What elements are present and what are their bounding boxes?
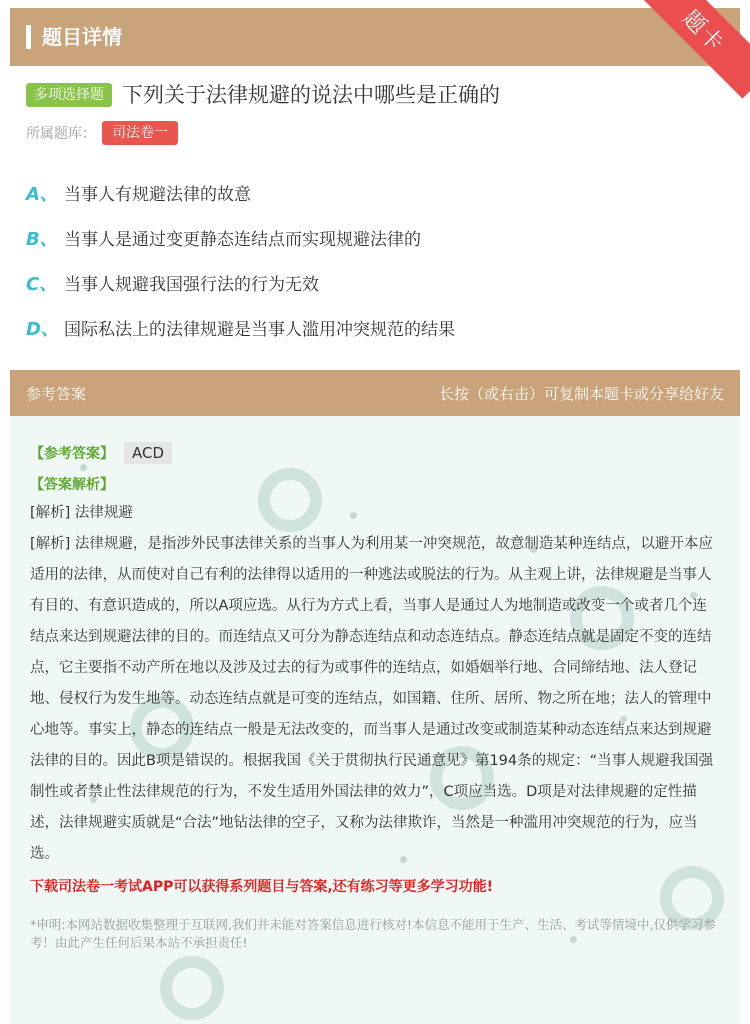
answer-header: [10, 370, 740, 416]
option-d[interactable]: [26, 305, 726, 350]
page-title: 题目详情: [42, 25, 122, 49]
answer-tag: 【参考答案】: [30, 446, 114, 462]
analysis-body: [解析] 法律规避，是指涉外民事法律关系的当事人为利用某一冲突规范，故意制造某种连结点，以避开本应适用的法律，从而使对自己有利的法律得以适用的一种逃法或脱法的行为。从主观上讲，法律规避是当事人有目的、有意识造成的，所以A项应选。从行为方式上看，当事人是通过人为地制造或改变一个或者几个连结点来达到规避法律的目的。而连结点又可分为静态连结点和动态连结点。静态连结点就是固定不变的连结点，它主要指不动产所在地以及涉及过去的行为或事件的连结点，如婚姻举行地、合同缔结地、法人登记地、侵权行为发生地等。动态连结点就是可变的连结点，如国籍、住所、居所、物之所在地；法人的管理中心地等。事实上，静态的连结点一般是无法改变的，而当事人是通过改变或制造某种动态连结点来达到规避法律的目的。因此B项是错误的。根据我国《关于贯彻执行民通意见》第194条的规定：“当事人规避我国强制性或者禁止性法律规范的行为，不发生适用外国法律的效力”，C项应当选。D项是对法律规避的定性描述，法律规避实质就是“合法”地钻法律的空子，又称为法律欺诈，当然是一种滥用冲突规范的行为，应当选。: [30, 536, 714, 862]
option-text: 当事人是通过变更静态连结点而实现规避法律的: [64, 230, 421, 250]
question-text: 下列关于法律规避的说法中哪些是正确的: [122, 83, 500, 107]
bank-badge[interactable]: 司法卷一: [102, 121, 178, 145]
option-letter: A、: [26, 183, 58, 205]
answer-line: [30, 438, 720, 468]
corner-ribbon-label: 题卡: [677, 5, 730, 58]
answer-header-title: 参考答案: [26, 384, 87, 403]
option-letter: D、: [26, 318, 59, 340]
share-hint: 长按（或右击）可复制本题卡或分享给好友: [438, 384, 724, 403]
header-bar: [10, 8, 740, 66]
analysis-title: [解析] 法律规避: [30, 505, 133, 521]
answer-body: [10, 416, 740, 1024]
header-accent: [26, 25, 31, 49]
options-list: [26, 170, 726, 350]
option-text: 国际私法上的法律规避是当事人滥用冲突规范的结果: [64, 320, 455, 340]
option-letter: B、: [26, 228, 58, 250]
app-promo-link[interactable]: 下载司法卷一考试APP可以获得系列题目与答案,还有练习等更多学习功能!: [30, 879, 494, 895]
watermark-logo-icon: [160, 956, 224, 1020]
bank-row: [26, 121, 178, 145]
answer-content: [30, 438, 720, 952]
question-row: [26, 80, 726, 110]
option-letter: C、: [26, 273, 58, 295]
bank-label: 所属题库：: [26, 126, 96, 142]
option-b[interactable]: [26, 215, 726, 260]
option-c[interactable]: [26, 260, 726, 305]
option-a[interactable]: [26, 170, 726, 215]
option-text: 当事人规避我国强行法的行为无效: [64, 275, 319, 295]
option-text: 当事人有规避法律的故意: [64, 185, 251, 205]
analysis-tag: 【答案解析】: [30, 477, 114, 493]
answer-value: ACD: [124, 442, 172, 464]
question-type-badge: 多项选择题: [26, 83, 112, 107]
disclaimer: *申明:本网站数据收集整理于互联网,我们并未能对答案信息进行核对!本信息不能用于生产、生活、考试等情境中,仅供学习参考！由此产生任何后果本站不承担责任!: [30, 917, 716, 950]
